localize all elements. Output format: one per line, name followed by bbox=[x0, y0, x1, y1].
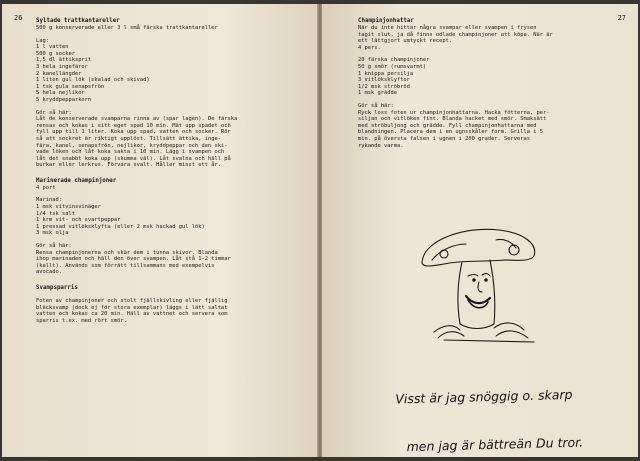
method-line: min. på översta falsen i ugnen i 200 grader. Serveras bbox=[358, 135, 531, 142]
method-line: Foten av champinjoner och stolt fjällskivling eller fjällig bbox=[36, 298, 228, 304]
ingredient-item: 1 krm vit- och svartpeppar bbox=[36, 217, 121, 224]
method-line: (kallt). Används som förrätt tillsammans med exempelvis bbox=[36, 262, 215, 269]
method-line: rensas och kokas i sitt eget spad 10 min. Mät upp spadet och bbox=[36, 122, 231, 129]
ingredient-item: 3 hela ingefäror bbox=[36, 63, 88, 70]
recipe-intro: När du inte hittar några svampar eller svampen i frysen bbox=[358, 25, 537, 31]
method-line: blandningen. Placera dem i en ugnsskåler form. Grilla i 5 bbox=[358, 129, 543, 136]
method-line: avocado. bbox=[36, 269, 62, 276]
ingredient-item: 1 liten gul lök (skalad och skivad) bbox=[36, 77, 150, 84]
recipe-intro: tagit slut, ja då finns odlade champinjoner att köpa. När är bbox=[358, 31, 553, 38]
ingredient-item: 500 g socker bbox=[36, 50, 75, 57]
method-line: fära, kanel, senapsfrön, nejlikor, kryddpeppar och den ski- bbox=[36, 142, 228, 149]
ingredient-item: 2 kanellängder bbox=[36, 70, 82, 77]
recipe-champinjonhattar bbox=[358, 18, 616, 149]
recipe-block bbox=[36, 285, 296, 324]
ingredient-item: 1 tsk gula senapsfrön bbox=[36, 83, 105, 90]
ingredient-item: 1 msk vitvinsvinäger bbox=[36, 204, 101, 211]
recipe-block bbox=[36, 178, 296, 276]
ingredient-item: 20 färska champinjoner bbox=[358, 57, 430, 64]
method-line: bläcksvamp (dock ej för stora exemplar) läggs i lätt saltat bbox=[36, 304, 228, 311]
method-line: rykande varma. bbox=[358, 142, 404, 149]
ingredient-item: 1 l vatten bbox=[36, 44, 69, 51]
ingredient-item: 1/4 tsk salt bbox=[36, 210, 75, 217]
method-heading: Gör så här: bbox=[36, 243, 72, 250]
recipe-intro: 4 pers. bbox=[358, 44, 381, 51]
method-line: vatten och kokas ca 20 min. Häll av vattnet och servera som bbox=[36, 311, 228, 318]
ingredient-item: 5 kryddpepparkorn bbox=[36, 96, 92, 103]
left-page bbox=[2, 4, 318, 457]
ingredient-item: 1/2 msk ströbröd bbox=[358, 83, 410, 90]
ingredient-item: 1 knippa persilja bbox=[358, 70, 414, 77]
method-text bbox=[358, 110, 616, 150]
left-recipes bbox=[36, 18, 296, 324]
method-line: med ströbuljong och grädde. Fyll champinjonhattarna med bbox=[358, 122, 537, 129]
recipe-intro: 4 port bbox=[36, 184, 56, 191]
recipe-intro: ett lättgjort umtyckt recept. bbox=[358, 38, 453, 45]
method-line: så att sockret är riktigt upplöst. Tillsätt ättika, inge- bbox=[36, 135, 221, 142]
recipe-intro bbox=[358, 25, 616, 51]
handwritten-caption bbox=[394, 355, 584, 457]
method-line: vade löken och låt koka sakta i 10 min. Lägg i svampen och bbox=[36, 149, 225, 156]
recipe-title: Champinjonhattar bbox=[358, 18, 414, 24]
mushroom-drawing-icon bbox=[404, 220, 564, 350]
recipe-intro: 500 g konserverade eller 3 l små färska trattkantareller bbox=[36, 25, 218, 31]
method-line: siljan och vitlöken fint. Blanda hacket med smör. Smaksätt bbox=[358, 116, 547, 123]
ingredient-item: 1 msk grädde bbox=[358, 90, 397, 97]
ingredient-item: 50 g smör (rumsvarmt) bbox=[358, 63, 427, 70]
method-line: Ryck loss foten ur champinjonhattarna. Hacka fötterna, per- bbox=[358, 109, 550, 116]
recipe-block bbox=[36, 18, 296, 169]
recipe-title: Marinerade champinjoner bbox=[36, 177, 117, 184]
ingredient-item: 1,5 dl ättiksprit bbox=[36, 57, 92, 64]
ingredients-heading: Marinad: bbox=[36, 197, 62, 204]
method-heading: Gör så här: bbox=[358, 102, 394, 109]
method-line: Låt de konserverade svamparna rinna av (spar lagen). De färska bbox=[36, 116, 238, 123]
ingredient-item: 5 hela nejlikor bbox=[36, 90, 85, 97]
ingredient-item: 3 vitlöksklyftor bbox=[358, 77, 410, 84]
ingredients-heading: Lag: bbox=[36, 37, 49, 44]
recipe-title: Syltade trattkantareller bbox=[36, 18, 120, 24]
page-number-left: 26 bbox=[14, 14, 23, 22]
recipe-title: Svampsparris bbox=[36, 285, 78, 291]
page-number-right: 27 bbox=[617, 14, 626, 22]
method-line: burkar eller lerkrus. Förvara svalt. Håller minst ett år. bbox=[36, 162, 221, 169]
method-line: låt det snabbt koka upp (skumma väl). Låt svalna och häll på bbox=[36, 155, 231, 162]
caption-line: Visst är jag snöggig o. skarp bbox=[395, 386, 573, 407]
method-line: sparris t.ex. med rört smör. bbox=[36, 317, 127, 324]
method-heading: Gör så här: bbox=[36, 109, 72, 116]
method-line: ihop marinaden och häll den över svampen. Låt stå 1-2 timmar bbox=[36, 256, 231, 263]
method-line: Rensa champinjonerna och skär dem i tunna skivor. Blanda bbox=[36, 249, 218, 256]
method-line: fyll upp till 1 liter. Koka upp spad, vatten och socker. Rör bbox=[36, 129, 231, 136]
ingredient-list bbox=[358, 57, 616, 97]
ingredient-item: 1 pressad vitlöksklyfta (eller 2 msk hackad gul lök) bbox=[36, 223, 205, 230]
caption-line: men jag är bättreän Du tror. bbox=[406, 434, 584, 455]
ingredient-item: 3 msk olja bbox=[36, 230, 69, 237]
right-page bbox=[322, 4, 638, 457]
